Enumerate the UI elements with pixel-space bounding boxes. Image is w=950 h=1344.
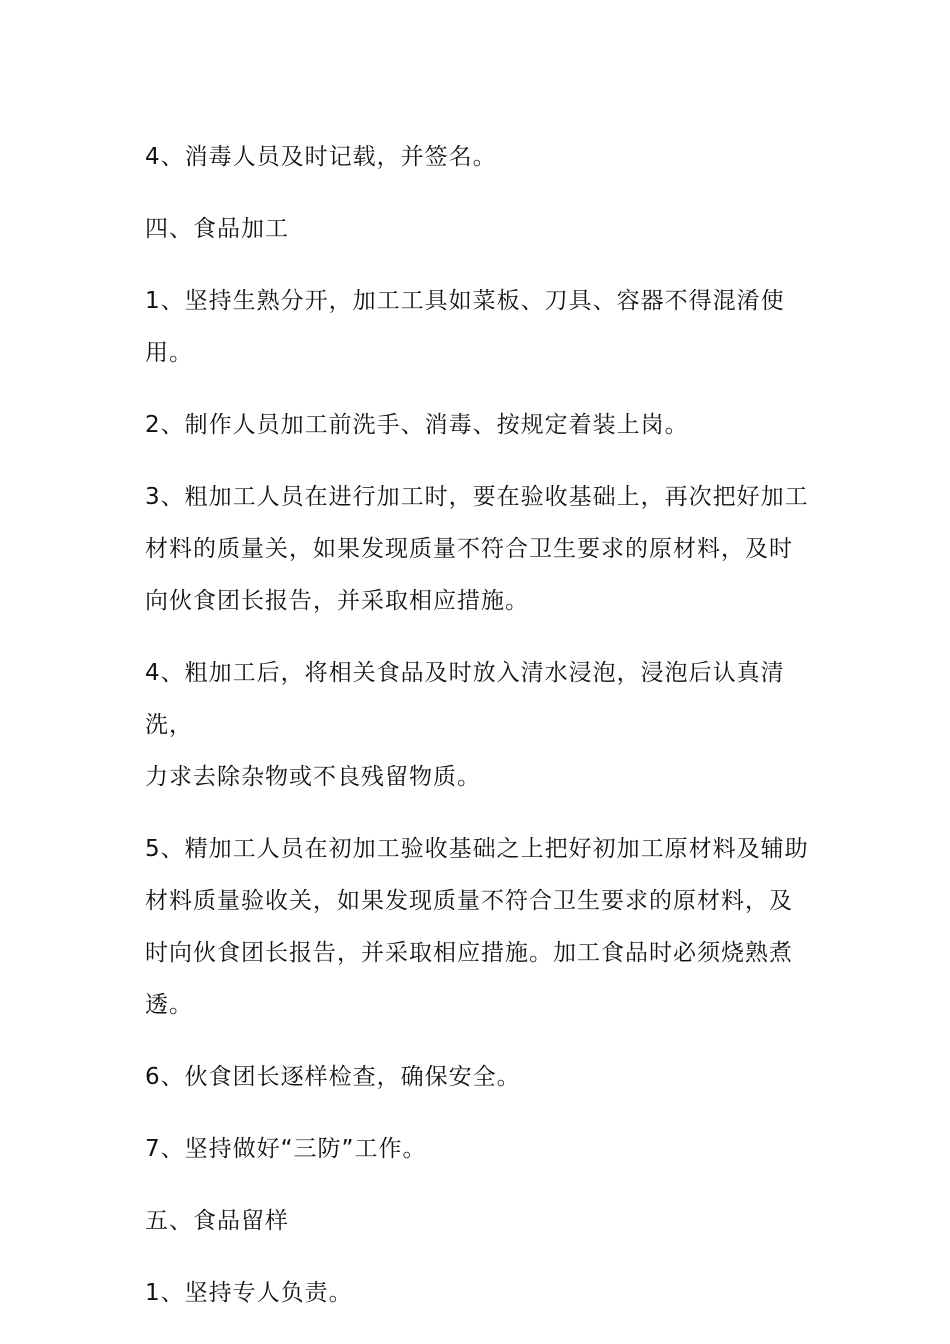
section-heading-food-sampling: 五、食品留样 [145, 1208, 289, 1234]
paragraph-soaking-washing: 4、粗加工后，将相关食品及时放入清水浸泡，浸泡后认真清洗， 力求去除杂物或不良残留物质。 [145, 660, 785, 790]
paragraph-staff-hygiene: 2、制作人员加工前洗手、消毒、按规定着装上岗。 [145, 412, 689, 438]
paragraph-rough-processing-check: 3、粗加工人员在进行加工时，要在验收基础上，再次把好加工 材料的质量关，如果发现质量不符合卫生要求的原材料，及时 向伙食团长报告，并采取相应措施。 [145, 484, 809, 614]
paragraph-dedicated-person: 1、坚持专人负责。 [145, 1280, 353, 1306]
paragraph-manager-inspection: 6、伙食团长逐样检查，确保安全。 [145, 1064, 521, 1090]
paragraph-disinfection-record: 4、消毒人员及时记载，并签名。 [145, 144, 497, 170]
section-heading-food-processing: 四、食品加工 [145, 216, 289, 242]
document-body [145, 131, 825, 1319]
paragraph-three-preventions: 7、坚持做好“三防”工作。 [145, 1136, 427, 1162]
paragraph-fine-processing-check: 5、精加工人员在初加工验收基础之上把好初加工原材料及辅助 材料质量验收关，如果发现质量不符合卫生要求的原材料，及 时向伙食团长报告，并采取相应措施。加工食品时必须烧熟煮 透。 [145, 836, 809, 1018]
paragraph-raw-cooked-separation: 1、坚持生熟分开，加工工具如菜板、刀具、容器不得混淆使用。 [145, 288, 785, 366]
